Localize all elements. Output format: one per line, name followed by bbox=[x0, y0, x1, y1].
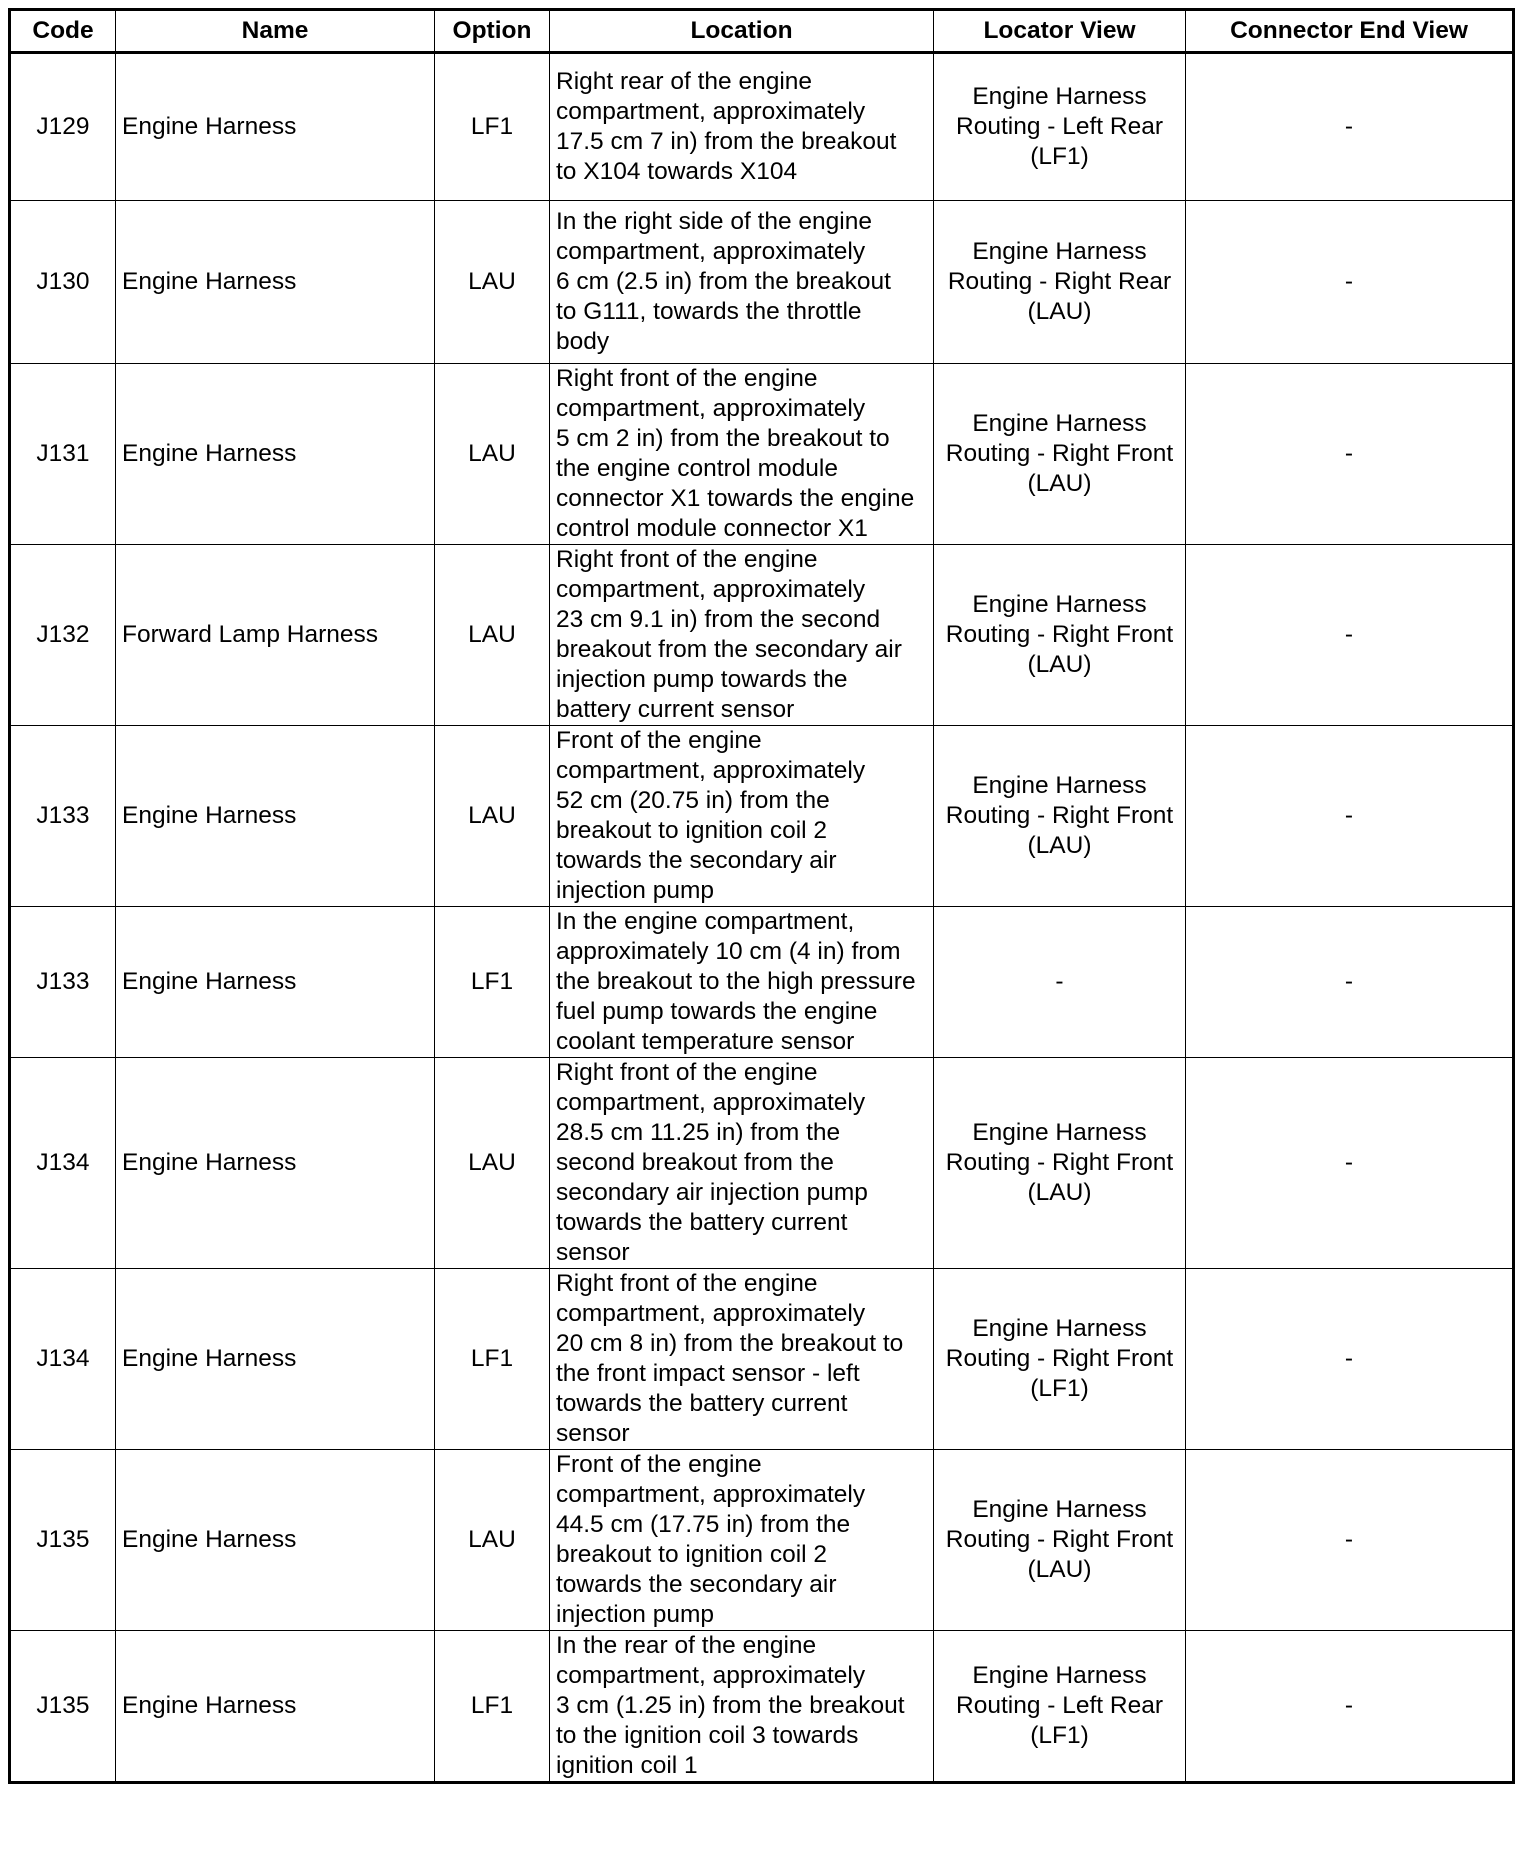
cell-location-line: to the ignition coil 3 towards bbox=[556, 1722, 859, 1749]
cell-locator-view bbox=[934, 364, 1186, 545]
cell-location-line: compartment, approximately bbox=[556, 238, 866, 265]
cell-connector-end-view: - bbox=[1186, 1631, 1514, 1783]
cell-locator-view-line: (LAU) bbox=[1027, 651, 1092, 678]
cell-locator-view-line: (LAU) bbox=[1027, 1556, 1092, 1583]
cell-connector-end-view: - bbox=[1186, 545, 1514, 726]
cell-location-line: compartment, approximately bbox=[556, 98, 866, 125]
cell-location-line: compartment, approximately bbox=[556, 576, 866, 603]
cell-location bbox=[550, 907, 934, 1058]
table-row bbox=[10, 1631, 1514, 1783]
cell-location-line: secondary air injection pump bbox=[556, 1179, 868, 1206]
cell-connector-end-view: - bbox=[1186, 907, 1514, 1058]
cell-location-line: sensor bbox=[556, 1239, 630, 1266]
header-option: Option bbox=[435, 10, 550, 53]
cell-location-line: 28.5 cm 11.25 in) from the bbox=[556, 1119, 841, 1146]
cell-connector-end-view: - bbox=[1186, 726, 1514, 907]
cell-location bbox=[550, 364, 934, 545]
cell-location-line: compartment, approximately bbox=[556, 1089, 866, 1116]
cell-location-line: control module connector X1 bbox=[556, 515, 868, 542]
cell-option: LAU bbox=[435, 1450, 550, 1631]
cell-option: LAU bbox=[435, 545, 550, 726]
cell-name: Engine Harness bbox=[116, 364, 435, 545]
cell-code: J129 bbox=[10, 53, 116, 201]
table-row bbox=[10, 1058, 1514, 1269]
cell-location-line: compartment, approximately bbox=[556, 1662, 866, 1689]
cell-location-line: approximately 10 cm (4 in) from bbox=[556, 938, 901, 965]
cell-location-line: Right front of the engine bbox=[556, 365, 818, 392]
cell-location-line: injection pump towards the bbox=[556, 666, 848, 693]
cell-location bbox=[550, 201, 934, 364]
cell-option: LAU bbox=[435, 364, 550, 545]
cell-location-line: compartment, approximately bbox=[556, 395, 866, 422]
cell-name: Engine Harness bbox=[116, 907, 435, 1058]
cell-name: Engine Harness bbox=[116, 1450, 435, 1631]
cell-location-line: 23 cm 9.1 in) from the second bbox=[556, 606, 881, 633]
cell-location-line: 44.5 cm (17.75 in) from the bbox=[556, 1511, 851, 1538]
cell-locator-view-line: Engine Harness bbox=[972, 83, 1147, 110]
cell-connector-end-view: - bbox=[1186, 1450, 1514, 1631]
cell-location-line: injection pump bbox=[556, 1601, 714, 1628]
cell-connector-end-view: - bbox=[1186, 201, 1514, 364]
cell-location-line: connector X1 towards the engine bbox=[556, 485, 915, 512]
cell-location-line: coolant temperature sensor bbox=[556, 1028, 855, 1055]
cell-code: J135 bbox=[10, 1450, 116, 1631]
cell-option: LF1 bbox=[435, 1631, 550, 1783]
cell-connector-end-view: - bbox=[1186, 1058, 1514, 1269]
cell-location-line: to G111, towards the throttle bbox=[556, 298, 862, 325]
table-row bbox=[10, 545, 1514, 726]
cell-location-line: sensor bbox=[556, 1420, 630, 1447]
cell-locator-view-line: (LAU) bbox=[1027, 832, 1092, 859]
cell-locator-view bbox=[934, 1269, 1186, 1450]
cell-locator-view-line: (LAU) bbox=[1027, 298, 1092, 325]
cell-locator-view bbox=[934, 53, 1186, 201]
cell-location-line: compartment, approximately bbox=[556, 1300, 866, 1327]
cell-code: J130 bbox=[10, 201, 116, 364]
cell-locator-view-line: Routing - Left Rear bbox=[956, 1692, 1163, 1719]
cell-location bbox=[550, 1269, 934, 1450]
cell-locator-view-line: Routing - Right Front bbox=[945, 1149, 1174, 1176]
cell-code: J131 bbox=[10, 364, 116, 545]
cell-location-line: the front impact sensor - left bbox=[556, 1360, 860, 1387]
cell-location-line: the breakout to the high pressure bbox=[556, 968, 916, 995]
cell-location-line: Front of the engine bbox=[556, 1451, 762, 1478]
cell-connector-end-view: - bbox=[1186, 53, 1514, 201]
cell-option: LAU bbox=[435, 201, 550, 364]
cell-option: LF1 bbox=[435, 53, 550, 201]
cell-location-line: In the engine compartment, bbox=[556, 908, 855, 935]
cell-location-line: 20 cm 8 in) from the breakout to bbox=[556, 1330, 904, 1357]
cell-locator-view-line: Engine Harness bbox=[972, 410, 1147, 437]
cell-code: J132 bbox=[10, 545, 116, 726]
cell-locator-view-line: Routing - Left Rear bbox=[956, 113, 1163, 140]
cell-location-line: towards the battery current bbox=[556, 1390, 848, 1417]
cell-code: J133 bbox=[10, 726, 116, 907]
cell-locator-view-line: Engine Harness bbox=[972, 1496, 1147, 1523]
cell-option: LF1 bbox=[435, 907, 550, 1058]
table-row bbox=[10, 1269, 1514, 1450]
cell-name: Engine Harness bbox=[116, 726, 435, 907]
header-name: Name bbox=[116, 10, 435, 53]
header-connector-end-view: Connector End View bbox=[1186, 10, 1514, 53]
cell-location-line: second breakout from the bbox=[556, 1149, 834, 1176]
cell-locator-view bbox=[934, 907, 1186, 1058]
cell-location-line: battery current sensor bbox=[556, 696, 795, 723]
table-row bbox=[10, 907, 1514, 1058]
cell-location-line: In the right side of the engine bbox=[556, 208, 872, 235]
cell-locator-view-line: (LF1) bbox=[1030, 1375, 1089, 1402]
cell-code: J134 bbox=[10, 1269, 116, 1450]
cell-location-line: ignition coil 1 bbox=[556, 1752, 698, 1779]
cell-name: Engine Harness bbox=[116, 1269, 435, 1450]
table-row bbox=[10, 364, 1514, 545]
cell-locator-view-line: (LAU) bbox=[1027, 1179, 1092, 1206]
cell-locator-view-line: Routing - Right Front bbox=[945, 621, 1174, 648]
header-row bbox=[10, 10, 1514, 53]
cell-locator-view-line: Engine Harness bbox=[972, 1119, 1147, 1146]
cell-locator-view-line: Engine Harness bbox=[972, 1315, 1147, 1342]
cell-locator-view-line: Routing - Right Front bbox=[945, 1526, 1174, 1553]
cell-locator-view-line: Routing - Right Front bbox=[945, 802, 1174, 829]
header-location: Location bbox=[550, 10, 934, 53]
cell-location bbox=[550, 726, 934, 907]
cell-locator-view-line: Routing - Right Front bbox=[945, 440, 1174, 467]
cell-locator-view-line: (LF1) bbox=[1030, 143, 1089, 170]
cell-location-line: towards the secondary air bbox=[556, 1571, 837, 1598]
cell-location-line: In the rear of the engine bbox=[556, 1632, 817, 1659]
cell-location bbox=[550, 1450, 934, 1631]
cell-code: J134 bbox=[10, 1058, 116, 1269]
cell-location bbox=[550, 545, 934, 726]
cell-location-line: breakout to ignition coil 2 bbox=[556, 1541, 828, 1568]
table-row bbox=[10, 201, 1514, 364]
cell-location-line: Front of the engine bbox=[556, 727, 762, 754]
cell-location-line: to X104 towards X104 bbox=[556, 158, 798, 185]
cell-locator-view bbox=[934, 726, 1186, 907]
cell-name: Engine Harness bbox=[116, 1058, 435, 1269]
cell-name: Engine Harness bbox=[116, 53, 435, 201]
cell-location bbox=[550, 1631, 934, 1783]
cell-code: J135 bbox=[10, 1631, 116, 1783]
cell-locator-view-line: Routing - Right Front bbox=[945, 1345, 1174, 1372]
cell-location-line: Right front of the engine bbox=[556, 1059, 818, 1086]
cell-locator-view-line: Engine Harness bbox=[972, 1662, 1147, 1689]
cell-location bbox=[550, 1058, 934, 1269]
cell-code: J133 bbox=[10, 907, 116, 1058]
cell-location-line: towards the battery current bbox=[556, 1209, 848, 1236]
cell-location-line: fuel pump towards the engine bbox=[556, 998, 878, 1025]
cell-locator-view bbox=[934, 545, 1186, 726]
cell-locator-view bbox=[934, 1450, 1186, 1631]
cell-location-line: 6 cm (2.5 in) from the breakout bbox=[556, 268, 891, 295]
cell-location-line: the engine control module bbox=[556, 455, 838, 482]
cell-location-line: compartment, approximately bbox=[556, 757, 866, 784]
cell-locator-view-line: Routing - Right Rear bbox=[947, 268, 1172, 295]
cell-location-line: Right front of the engine bbox=[556, 546, 818, 573]
table-row bbox=[10, 726, 1514, 907]
cell-option: LF1 bbox=[435, 1269, 550, 1450]
cell-locator-view-line: Engine Harness bbox=[972, 238, 1147, 265]
cell-location-line: breakout to ignition coil 2 bbox=[556, 817, 828, 844]
cell-location-line: 5 cm 2 in) from the breakout to bbox=[556, 425, 890, 452]
cell-locator-view bbox=[934, 1631, 1186, 1783]
cell-locator-view-line: - bbox=[1055, 968, 1064, 995]
cell-location-line: Right front of the engine bbox=[556, 1270, 818, 1297]
table-row bbox=[10, 53, 1514, 201]
cell-locator-view bbox=[934, 1058, 1186, 1269]
cell-location-line: 3 cm (1.25 in) from the breakout bbox=[556, 1692, 905, 1719]
cell-locator-view bbox=[934, 201, 1186, 364]
cell-location-line: compartment, approximately bbox=[556, 1481, 866, 1508]
cell-locator-view-line: (LAU) bbox=[1027, 470, 1092, 497]
cell-name: Forward Lamp Harness bbox=[116, 545, 435, 726]
cell-name: Engine Harness bbox=[116, 1631, 435, 1783]
cell-location-line: breakout from the secondary air bbox=[556, 636, 902, 663]
cell-location-line: towards the secondary air bbox=[556, 847, 837, 874]
cell-location-line: 17.5 cm 7 in) from the breakout bbox=[556, 128, 897, 155]
cell-locator-view-line: (LF1) bbox=[1030, 1722, 1089, 1749]
cell-location bbox=[550, 53, 934, 201]
cell-connector-end-view: - bbox=[1186, 364, 1514, 545]
header-code: Code bbox=[10, 10, 116, 53]
cell-location-line: 52 cm (20.75 in) from the bbox=[556, 787, 830, 814]
connector-table bbox=[8, 8, 1515, 1784]
cell-connector-end-view: - bbox=[1186, 1269, 1514, 1450]
cell-location-line: injection pump bbox=[556, 877, 714, 904]
cell-option: LAU bbox=[435, 1058, 550, 1269]
table-row bbox=[10, 1450, 1514, 1631]
cell-locator-view-line: Engine Harness bbox=[972, 772, 1147, 799]
cell-locator-view-line: Engine Harness bbox=[972, 591, 1147, 618]
cell-location-line: body bbox=[556, 328, 610, 355]
cell-location-line: Right rear of the engine bbox=[556, 68, 813, 95]
cell-option: LAU bbox=[435, 726, 550, 907]
header-locator-view: Locator View bbox=[934, 10, 1186, 53]
document-page bbox=[8, 8, 1515, 1784]
cell-name: Engine Harness bbox=[116, 201, 435, 364]
